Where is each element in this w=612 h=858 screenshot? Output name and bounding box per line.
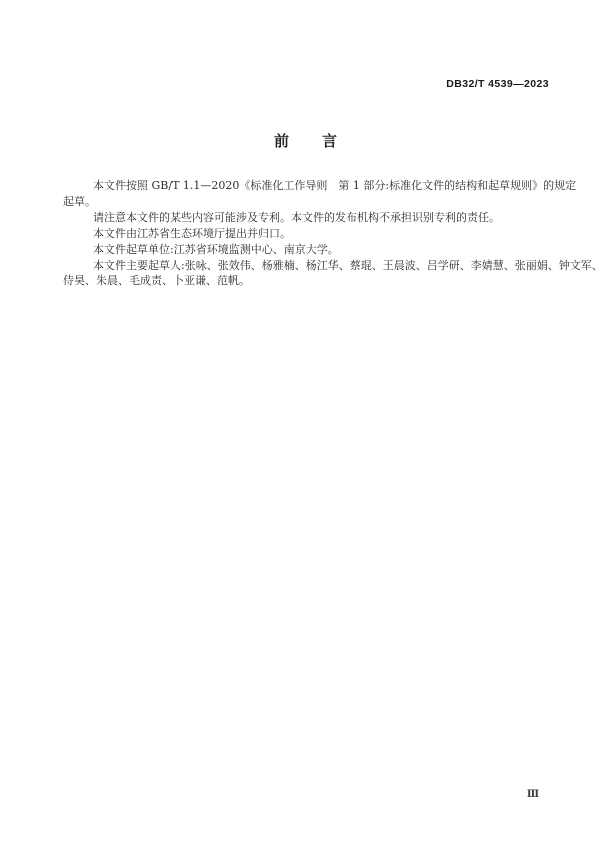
body-line: 侍昊、朱晨、毛成责、卜亚谦、范帆。 <box>63 274 250 288</box>
body-line: 本文件起草单位:江苏省环境监测中心、南京大学。 <box>93 242 339 256</box>
page-title: 前 言 <box>273 132 338 150</box>
standard-number: DB32/T 4539—2023 <box>446 78 549 90</box>
page-number: Ⅲ <box>526 789 539 800</box>
body-line: 本文件由江苏省生态环境厅提出并归口。 <box>93 226 291 240</box>
body-line: 本文件按照 GB/T 1.1—2020《标准化工作导则 第 1 部分:标准化文件的结构和起草规则》的规定 <box>93 179 577 192</box>
body-line: 本文件主要起草人:张咏、张效伟、杨雅楠、杨江华、蔡琨、王晨波、吕学研、李婧慧、张丽娟、钟文军、 <box>93 258 603 272</box>
body-line: 请注意本文件的某些内容可能涉及专利。本文件的发布机构不承担识别专利的责任。 <box>93 210 500 224</box>
foreword-body <box>63 178 603 289</box>
body-line: 起草。 <box>63 194 96 208</box>
